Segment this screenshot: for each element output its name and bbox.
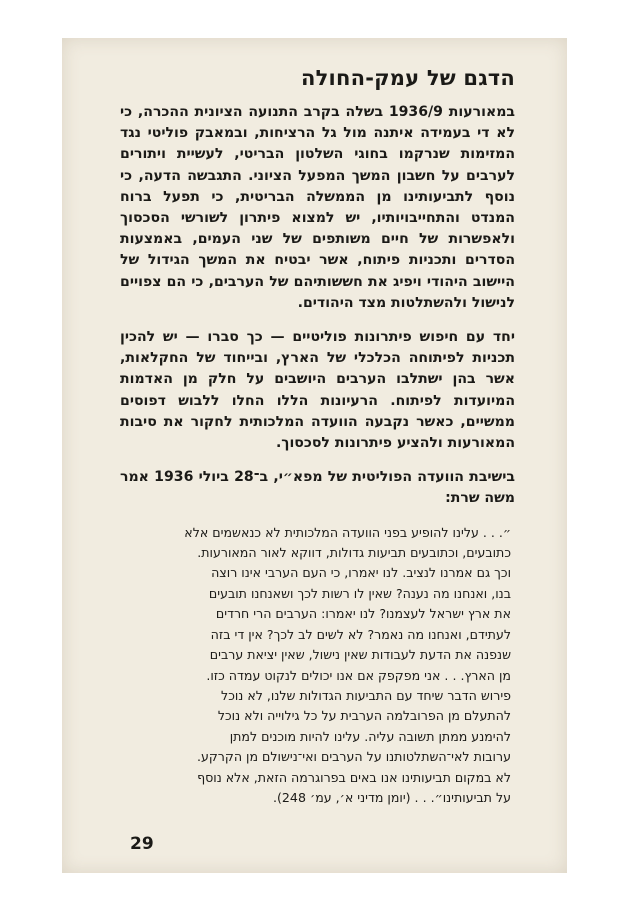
quote-line: שנפנה את הדעת לעבודות שאין נישול, שאין יציאת ערבים xyxy=(209,647,511,663)
page-content xyxy=(120,66,515,808)
sharett-quote xyxy=(120,523,515,809)
book-page xyxy=(62,38,567,873)
quote-line: וכך גם אמרנו לנציב. לנו יאמרו, כי העם הערבי אינו רוצה xyxy=(211,565,511,581)
paragraph-2: יחד עם חיפוש פיתרונות פוליטיים — כך סברו — יש להכין תכניות לפיתוחה הכלכלי של הארץ, ובייחוד של החקלאות, אשר בהן ישתלבו הערבים היושבים על חלק מן האדמות המיועדות לפיתוח. הרעיונות הללו החלו ללבוש דפוסים ממשיים, כאשר נקבעה הוועדה המלכותית לחקור את סיבות המאורעות ולהציע פיתרונות לסכסוך. xyxy=(120,329,515,452)
quote-line: לעתידם, ואנחנו מה נאמר? לא לשים לב לכך? אין די בזה xyxy=(210,626,511,642)
quote-line: להתעלם מן הפרובלמה הערבית על כל גילוייה ולא נוכל xyxy=(217,708,511,724)
section-title: הדגם של עמק-החולה xyxy=(301,66,515,90)
quote-line: לא במקום תביעותינו אנו באים בפרוגרמה הזאת, אלא נוסף xyxy=(197,769,511,785)
quote-line: מן הארץ. . . אני מפקפק אם אנו יכולים לנקוט עמדה כזו. xyxy=(206,667,511,683)
quote-line: ערובות לאי־השתלטותנו על הערבים ואי־נישולם מן הקרקע. xyxy=(196,749,511,765)
page-number: 29 xyxy=(130,834,154,854)
quote-line: להימנע ממתן תשובה עליה. עלינו להיות מוכנים למתן xyxy=(229,728,511,744)
quote-line: בנו, ואנחנו מה נענה? שאין לו רשות לכך ושאנחנו תובעים xyxy=(208,585,511,601)
quote-line: כתובעים, וכתובעים תביעות גדולות, דווקא לאור המאורעות. xyxy=(197,545,511,561)
quote-intro: בישיבת הוועדה הפוליטית של מפא״י, ב־28 ביולי 1936 אמר משה שרת: xyxy=(120,469,515,507)
quote-line: פירוש הדבר שיחד עם התביעות הגדולות שלנו, לא נוכל xyxy=(221,687,511,703)
quote-line: ״. . . עלינו להופיע בפני הוועדה המלכותית לא כנאשמים אלא xyxy=(184,524,511,540)
paragraph-1: במאורעות 1936/9 בשלה בקרב התנועה הציונית ההכרה, כי לא די בעמידה איתנה מול גל הרציחות, ובמאבק פוליטי נגד המזימות שנרקמו בחוגי השלטון הבריטי, לעשיית ויתורים לערבים על חשבון המשך המפעל הציוני. התגבשה הדעה, כי נוסף לתביעותינו מן הממשלה הבריטית, כי תפעל ברוח המנדט והתחייבויותיו, יש למצוא פיתרון לשורשי הסכסוך ולאפשרות של חיים משותפים של שני העמים, באמצעות הסדרים ותכניות פיתוח, אשר יבטיח את המשך הגידול של היישוב היהודי ויפיג את חששותיהם של הערבים, כי הם צפויים לנישול ולהשתלטות מצד היהודים. xyxy=(120,104,516,311)
quote-line: את ארץ ישראל לעצמנו? לנו יאמרו: הערבים הרי חרדים xyxy=(215,606,511,622)
quote-line: על תביעותינו״. . . (יומן מדיני א׳, עמ׳ 248). xyxy=(273,789,511,805)
